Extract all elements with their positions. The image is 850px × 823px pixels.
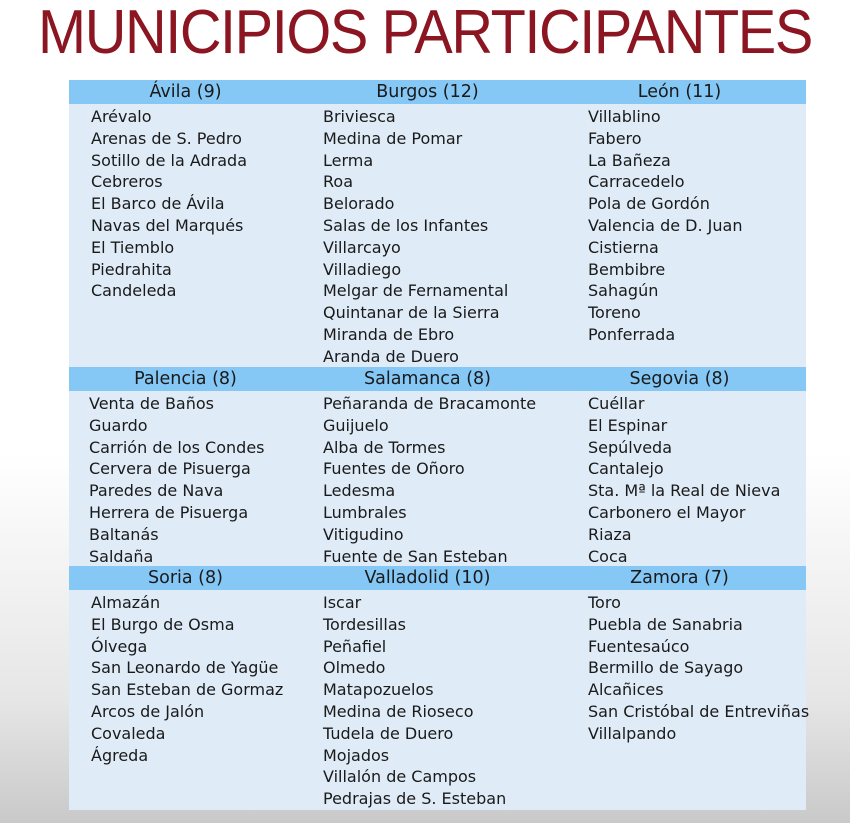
town-item: Peñafiel [323, 636, 387, 656]
town-item: Arévalo [91, 107, 152, 126]
town-item: Sotillo de la Adrada [91, 150, 248, 170]
town-item: Lerma [323, 150, 374, 170]
town-item: Piedrahita [91, 259, 172, 279]
town-item: Medina de Rioseco [323, 701, 474, 721]
town-item: Tudela de Duero [323, 723, 454, 743]
town-item: El Barco de Ávila [91, 194, 225, 214]
province-header: Palencia (8) [134, 369, 237, 389]
town-item: Miranda de Ebro [323, 324, 455, 344]
town-list-row [69, 590, 810, 810]
town-item: Cistierna [588, 237, 659, 257]
town-item: Ponferrada [588, 324, 676, 344]
town-list [553, 590, 810, 810]
town-item: Carracedelo [588, 172, 685, 192]
town-item: Guardo [89, 415, 148, 435]
town-item: Alcañices [588, 680, 664, 700]
town-item: Saldaña [89, 546, 154, 566]
province-header-row [69, 566, 806, 590]
town-list [302, 104, 553, 367]
town-list-row [69, 391, 806, 566]
town-item: Ledesma [323, 481, 396, 501]
town-item: Almazán [91, 593, 161, 612]
town-item: Carrión de los Condes [89, 437, 265, 457]
town-item: Guijuelo [323, 415, 389, 435]
province-header: Burgos (12) [376, 82, 479, 102]
town-item: Covaleda [91, 723, 166, 743]
town-item: Mojados [323, 745, 390, 765]
town-item: Valencia de D. Juan [588, 215, 743, 235]
town-item: Cervera de Pisuerga [89, 459, 251, 479]
town-item: Villablino [588, 107, 661, 126]
town-item: Ólvega [91, 636, 148, 656]
town-item: Riaza [588, 524, 632, 544]
town-item: El Burgo de Osma [91, 614, 235, 634]
town-item: Baltanás [89, 524, 159, 544]
town-item: Salas de los Infantes [323, 215, 489, 235]
municipalities-table [69, 80, 810, 810]
province-header: Segovia (8) [629, 369, 730, 389]
town-item: San Cristóbal de Entreviñas [588, 701, 810, 721]
province-header: Zamora (7) [630, 568, 729, 588]
town-item: Iscar [323, 593, 362, 612]
province-band [69, 367, 806, 566]
town-item: Aranda de Duero [323, 346, 459, 366]
town-item: Pedrajas de S. Esteban [323, 789, 507, 809]
town-list [553, 391, 806, 566]
town-item: Carbonero el Mayor [588, 502, 746, 522]
town-item: Melgar de Fernamental [323, 281, 509, 301]
province-header: Ávila (9) [149, 82, 222, 102]
town-item: Quintanar de la Sierra [323, 303, 500, 323]
town-item: Sahagún [588, 281, 659, 301]
town-item: Cuéllar [588, 394, 645, 413]
town-item: Pola de Gordón [588, 194, 710, 214]
town-list [302, 590, 553, 810]
town-item: Venta de Baños [89, 394, 214, 413]
province-header-row [69, 80, 806, 104]
town-item: Bembibre [588, 259, 666, 279]
town-item: Peñaranda de Bracamonte [323, 394, 537, 413]
town-item: Fuente de San Esteban [323, 546, 508, 566]
town-item: Vitigudino [323, 524, 404, 544]
town-item: Briviesca [323, 107, 396, 126]
town-item: Toro [588, 593, 621, 612]
town-item: Medina de Pomar [323, 128, 463, 148]
town-item: El Espinar [588, 415, 668, 435]
town-list [553, 104, 806, 367]
town-item: Tordesillas [323, 614, 406, 634]
town-item: Cebreros [91, 172, 163, 192]
province-header: León (11) [637, 82, 722, 102]
town-item: Belorado [323, 194, 395, 214]
town-item: Arenas de S. Pedro [91, 128, 242, 148]
town-list-row [69, 104, 806, 367]
town-item: Villalón de Campos [323, 767, 477, 787]
province-band [69, 566, 810, 810]
town-list [302, 391, 553, 566]
town-item: El Tiemblo [91, 237, 175, 257]
town-item: Roa [323, 172, 353, 192]
town-item: Lumbrales [323, 502, 407, 522]
page-title: MUNICIPIOS PARTICIPANTES [38, 0, 812, 67]
town-item: Alba de Tormes [323, 437, 446, 457]
town-item: Bermillo de Sayago [588, 658, 744, 678]
town-item: Olmedo [323, 658, 386, 678]
town-item: San Esteban de Gormaz [91, 680, 284, 700]
town-item: Villadiego [323, 259, 402, 279]
town-item: Herrera de Pisuerga [89, 502, 249, 522]
town-list [69, 590, 302, 810]
town-item: Sta. Mª la Real de Nieva [588, 481, 781, 501]
town-item: San Leonardo de Yagüe [91, 658, 279, 678]
town-item: Arcos de Jalón [91, 701, 205, 721]
town-item: Matapozuelos [323, 680, 434, 700]
town-item: Villalpando [588, 723, 677, 743]
town-item: Toreno [588, 303, 641, 323]
town-item: Fuentes de Oñoro [323, 459, 465, 479]
town-item: Puebla de Sanabria [588, 614, 743, 634]
town-item: Sepúlveda [588, 437, 673, 457]
province-header: Salamanca (8) [364, 369, 491, 389]
province-band [69, 80, 806, 367]
town-item: Fabero [588, 128, 642, 148]
town-item: La Bañeza [588, 150, 671, 170]
province-header: Soria (8) [148, 568, 223, 588]
town-item: Navas del Marqués [91, 215, 244, 235]
town-item: Cantalejo [588, 459, 664, 479]
province-header-row [69, 367, 806, 391]
town-item: Candeleda [91, 281, 177, 301]
town-list [69, 391, 302, 566]
town-item: Fuentesaúco [588, 636, 690, 656]
town-item: Villarcayo [323, 237, 401, 257]
town-item: Paredes de Nava [89, 481, 224, 501]
town-item: Ágreda [91, 745, 149, 765]
province-header: Valladolid (10) [364, 568, 491, 588]
town-item: Coca [588, 546, 628, 566]
town-list [69, 104, 302, 367]
